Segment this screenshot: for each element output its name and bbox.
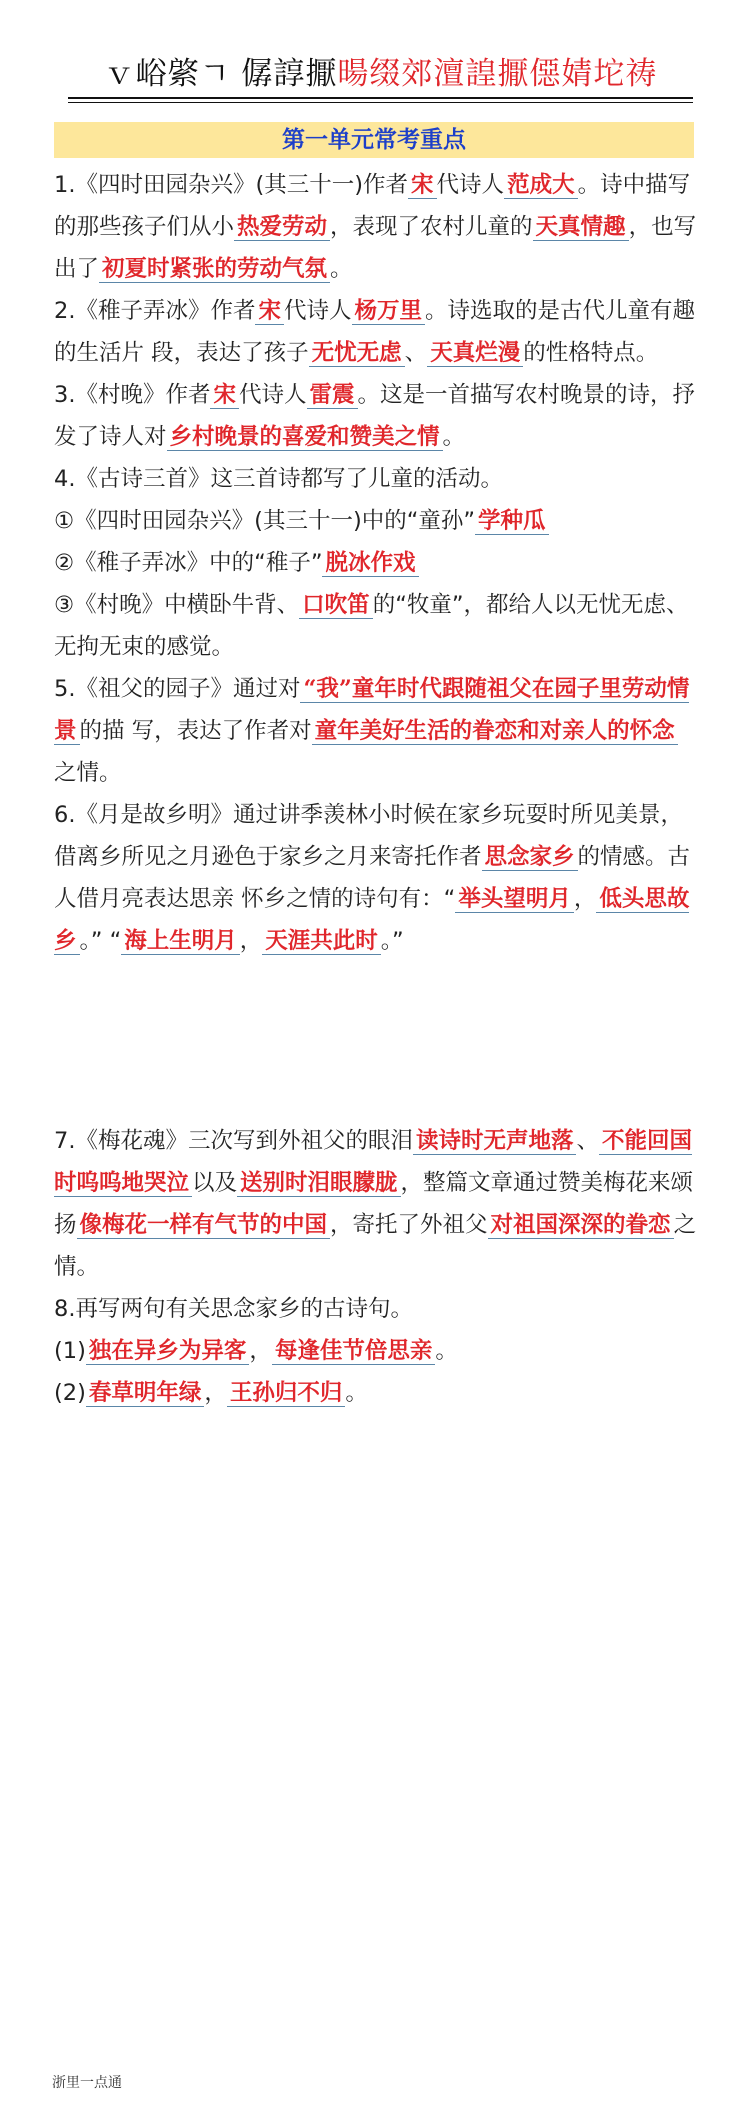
- answer: 举头望明月: [455, 886, 574, 913]
- text: 7.《梅花魂》三次写到外祖父的眼泪: [54, 1128, 413, 1154]
- item-4-sub-1: [54, 500, 700, 542]
- item-2: [54, 290, 700, 374]
- item-8: 8.再写两句有关思念家乡的古诗句。: [54, 1296, 413, 1322]
- section-banner: 第一单元常考重点: [54, 122, 694, 158]
- answer: 口吹笛: [299, 592, 373, 619]
- answer: 宋: [408, 172, 437, 199]
- item-4-sub-3: [54, 584, 700, 668]
- text: ，寄托了外祖父: [330, 1212, 488, 1238]
- text: ，也写出了: [54, 214, 697, 282]
- text: 的性格特点。: [523, 340, 659, 366]
- text: 5.《祖父的园子》通过对: [54, 676, 301, 702]
- answer: 雷震: [307, 382, 358, 409]
- text: 。: [435, 1338, 458, 1364]
- item-5: [54, 668, 700, 794]
- answer: 天涯共此时: [262, 928, 381, 955]
- text: 。诗中描写的那些孩子们从小: [54, 172, 691, 240]
- item-7: [54, 1120, 700, 1288]
- item-4-sub-2: [54, 542, 700, 584]
- header-title: [68, 52, 693, 96]
- answer: 独在异乡为异客: [86, 1338, 250, 1365]
- text: ②《稚子弄冰》中的“稚子”: [54, 550, 323, 576]
- answer: 乡村晚景的喜爱和赞美之情: [167, 424, 443, 451]
- text: 。诗选取的是古代儿童有趣的生活片 段，表达了孩子: [54, 298, 696, 366]
- text: 1.《四时田园杂兴》(其三十一)作者: [54, 172, 409, 198]
- text: ，表现了农村儿童的: [330, 214, 533, 240]
- text: 之情。: [54, 1212, 697, 1280]
- header-rule-thick: [68, 97, 693, 99]
- text: 代诗人: [283, 298, 352, 324]
- blank-gap: [54, 962, 700, 1120]
- answer: 读诗时无声地落: [413, 1128, 577, 1155]
- answer: 每逢佳节倍思亲: [272, 1338, 436, 1365]
- answer: 范成大: [504, 172, 578, 199]
- answer: 初夏时紧张的劳动气氛: [99, 256, 330, 283]
- answer: 童年美好生活的眷恋和对亲人的怀念: [312, 718, 678, 745]
- page-header: [68, 52, 693, 104]
- text: 的描 写，表达了作者对: [79, 718, 312, 744]
- text: 。: [442, 424, 466, 450]
- text: 。这是一首描写农村晚景的诗，抒发了诗人对: [54, 382, 696, 450]
- answer: 王孙归不归: [227, 1380, 346, 1407]
- answer: 脱冰作戏: [322, 550, 418, 577]
- footer-watermark: 浙里一点通: [52, 2075, 122, 2091]
- answer: 送别时泪眼朦胧: [237, 1170, 401, 1197]
- text: ①《四时田园杂兴》(其三十一)中的“童孙”: [54, 508, 476, 534]
- text: 的“牧童”，都给人以无忧无虑、无拘无束的感觉。: [54, 592, 689, 660]
- item-6: [54, 794, 700, 962]
- text: 。: [345, 1380, 368, 1406]
- answer: 春草明年绿: [86, 1380, 205, 1407]
- answer: 杨万里: [352, 298, 426, 325]
- header-title-red: 暘缀郊澶諻擫僫婧坨祷: [337, 56, 658, 92]
- content-body: [54, 164, 700, 1414]
- text: ，: [204, 1380, 227, 1406]
- header-title-black: ｖ峪綮ㄱ 僝諄擫: [103, 56, 338, 92]
- item-8-sub-2: [54, 1372, 700, 1414]
- answer: 学种瓜: [475, 508, 549, 535]
- text: 。: [330, 256, 353, 282]
- answer: 不能回国时呜呜地哭泣: [54, 1128, 693, 1196]
- text: 6.《月是故乡明》通过讲季羡林小时候在家乡玩耍时所见美景，借离乡所见之月逊色于家乡之月来寄托作者: [54, 802, 683, 870]
- text: 2.《稚子弄冰》作者: [54, 298, 256, 324]
- answer: 对祖国深深的眷恋: [488, 1212, 674, 1239]
- answer: 宋: [255, 298, 284, 325]
- text: 之情。: [54, 760, 122, 786]
- text: 代诗人: [436, 172, 505, 198]
- text: 。”: [380, 928, 404, 954]
- answer: 宋: [210, 382, 239, 409]
- answer: 热爱劳动: [234, 214, 330, 241]
- answer: 天真情趣: [533, 214, 629, 241]
- answer: 像梅花一样有气节的中国: [77, 1212, 331, 1239]
- text: ，: [249, 1338, 272, 1364]
- text: 、: [404, 340, 428, 366]
- item-8-sub-1: [54, 1330, 700, 1372]
- text: 3.《村晚》作者: [54, 382, 211, 408]
- text: ，: [239, 928, 263, 954]
- text: 、: [576, 1128, 599, 1154]
- answer: 思念家乡: [482, 844, 578, 871]
- text: 。” “: [79, 928, 122, 954]
- text: ，: [573, 886, 597, 912]
- answer: 天真烂漫: [427, 340, 523, 367]
- item-1: [54, 164, 700, 290]
- text: (1): [54, 1338, 86, 1364]
- text: 以及: [192, 1170, 238, 1196]
- text: (2): [54, 1380, 86, 1406]
- text: 代诗人: [238, 382, 307, 408]
- header-rule-thin: [68, 102, 693, 103]
- text: ，整篇文章通过赞美梅花来颂扬: [54, 1170, 694, 1238]
- answer: 无忧无虑: [309, 340, 405, 367]
- item-4: 4.《古诗三首》这三首诗都写了儿童的活动。: [54, 466, 503, 492]
- text: 的情感。古人借月亮表达思亲 怀乡之情的诗句有：“: [54, 844, 691, 912]
- answer: 海上生明月: [121, 928, 240, 955]
- answer: “我”童年时代跟随祖父在园子里劳动情景: [54, 676, 690, 744]
- item-3: [54, 374, 700, 458]
- text: ③《村晚》中横卧牛背、: [54, 592, 300, 618]
- answer: 低头思故乡: [54, 886, 690, 954]
